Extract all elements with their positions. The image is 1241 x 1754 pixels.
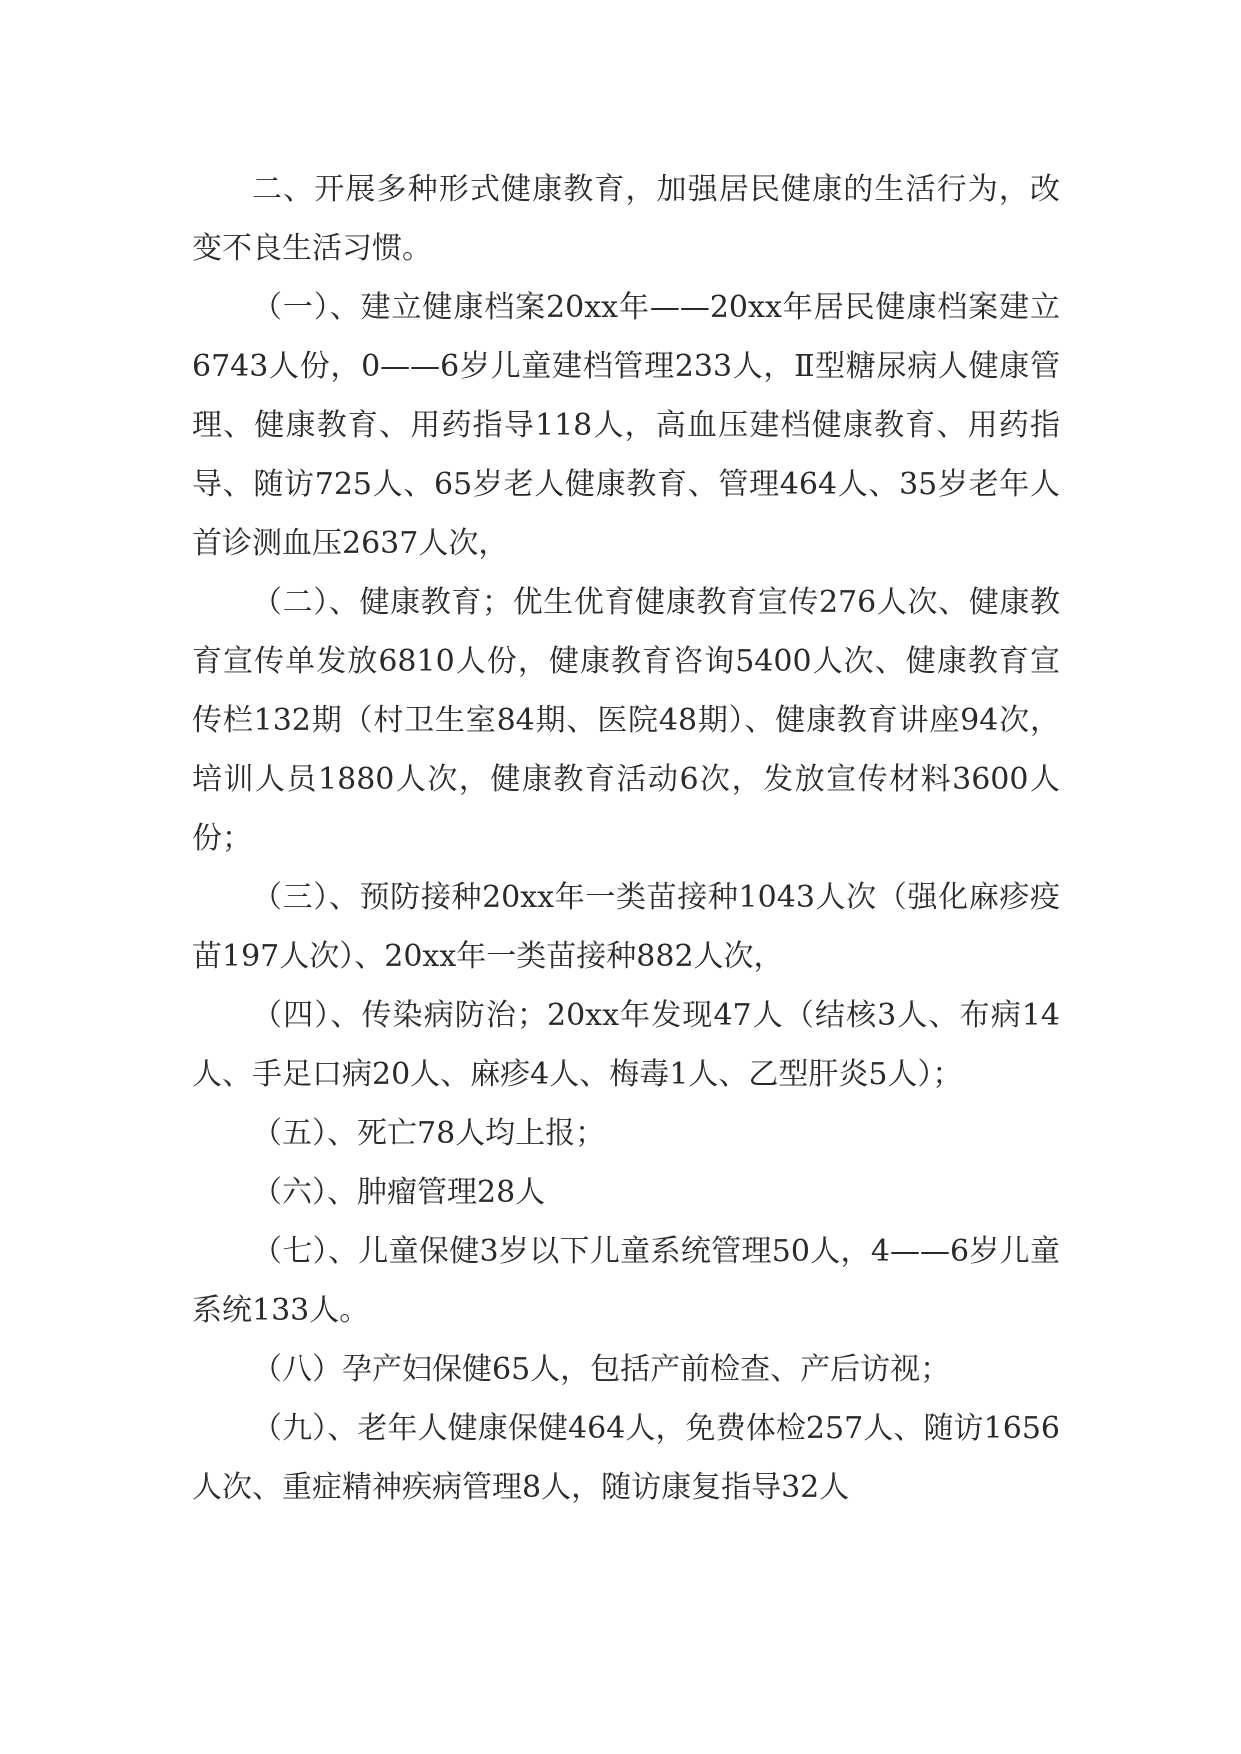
paragraph-vaccination: （三）、预防接种20xx年一类苗接种1043人次（强化麻疹疫苗197人次）、20xx年一类苗接种882人次， — [192, 880, 1060, 974]
document-body — [192, 160, 1060, 1517]
paragraph-deaths: （五）、死亡78人均上报； — [252, 1116, 606, 1151]
paragraph-infectious-disease: （四）、传染病防治；20xx年发现47人（结核3人、布病14人、手足口病20人、麻疹4人、梅毒1人、乙型肝炎5人）； — [192, 998, 1060, 1092]
paragraph-health-records: （一）、建立健康档案20xx年——20xx年居民健康档案建立6743人份，0——6岁儿童建档管理233人，Ⅱ型糖尿病人健康管理、健康教育、用药指导118人，高血压建档健康教育、用药指导、随访725人、65岁老人健康教育、管理464人、35岁老年人首诊测血压2637人次， — [192, 290, 1060, 561]
paragraph-tumor: （六）、肿瘤管理28人 — [252, 1175, 546, 1210]
paragraph-maternal-care: （八）孕产妇保健65人，包括产前检查、产后访视； — [252, 1352, 951, 1387]
paragraph-elderly-care: （九）、老年人健康保健464人，免费体检257人、随访1656人次、重症精神疾病管理8人，随访康复指导32人 — [192, 1411, 1060, 1505]
paragraph-intro: 二、开展多种形式健康教育，加强居民健康的生活行为，改变不良生活习惯。 — [192, 172, 1060, 266]
paragraph-health-education: （二）、健康教育；优生优育健康教育宣传276人次、健康教育宣传单发放6810人份，健康教育咨询5400人次、健康教育宣传栏132期（村卫生室84期、医院48期）、健康教育讲座94次，培训人员1880人次，健康教育活动6次，发放宣传材料3600人份； — [192, 585, 1060, 856]
paragraph-child-care: （七）、儿童保健3岁以下儿童系统管理50人，4——6岁儿童系统133人。 — [192, 1234, 1060, 1328]
